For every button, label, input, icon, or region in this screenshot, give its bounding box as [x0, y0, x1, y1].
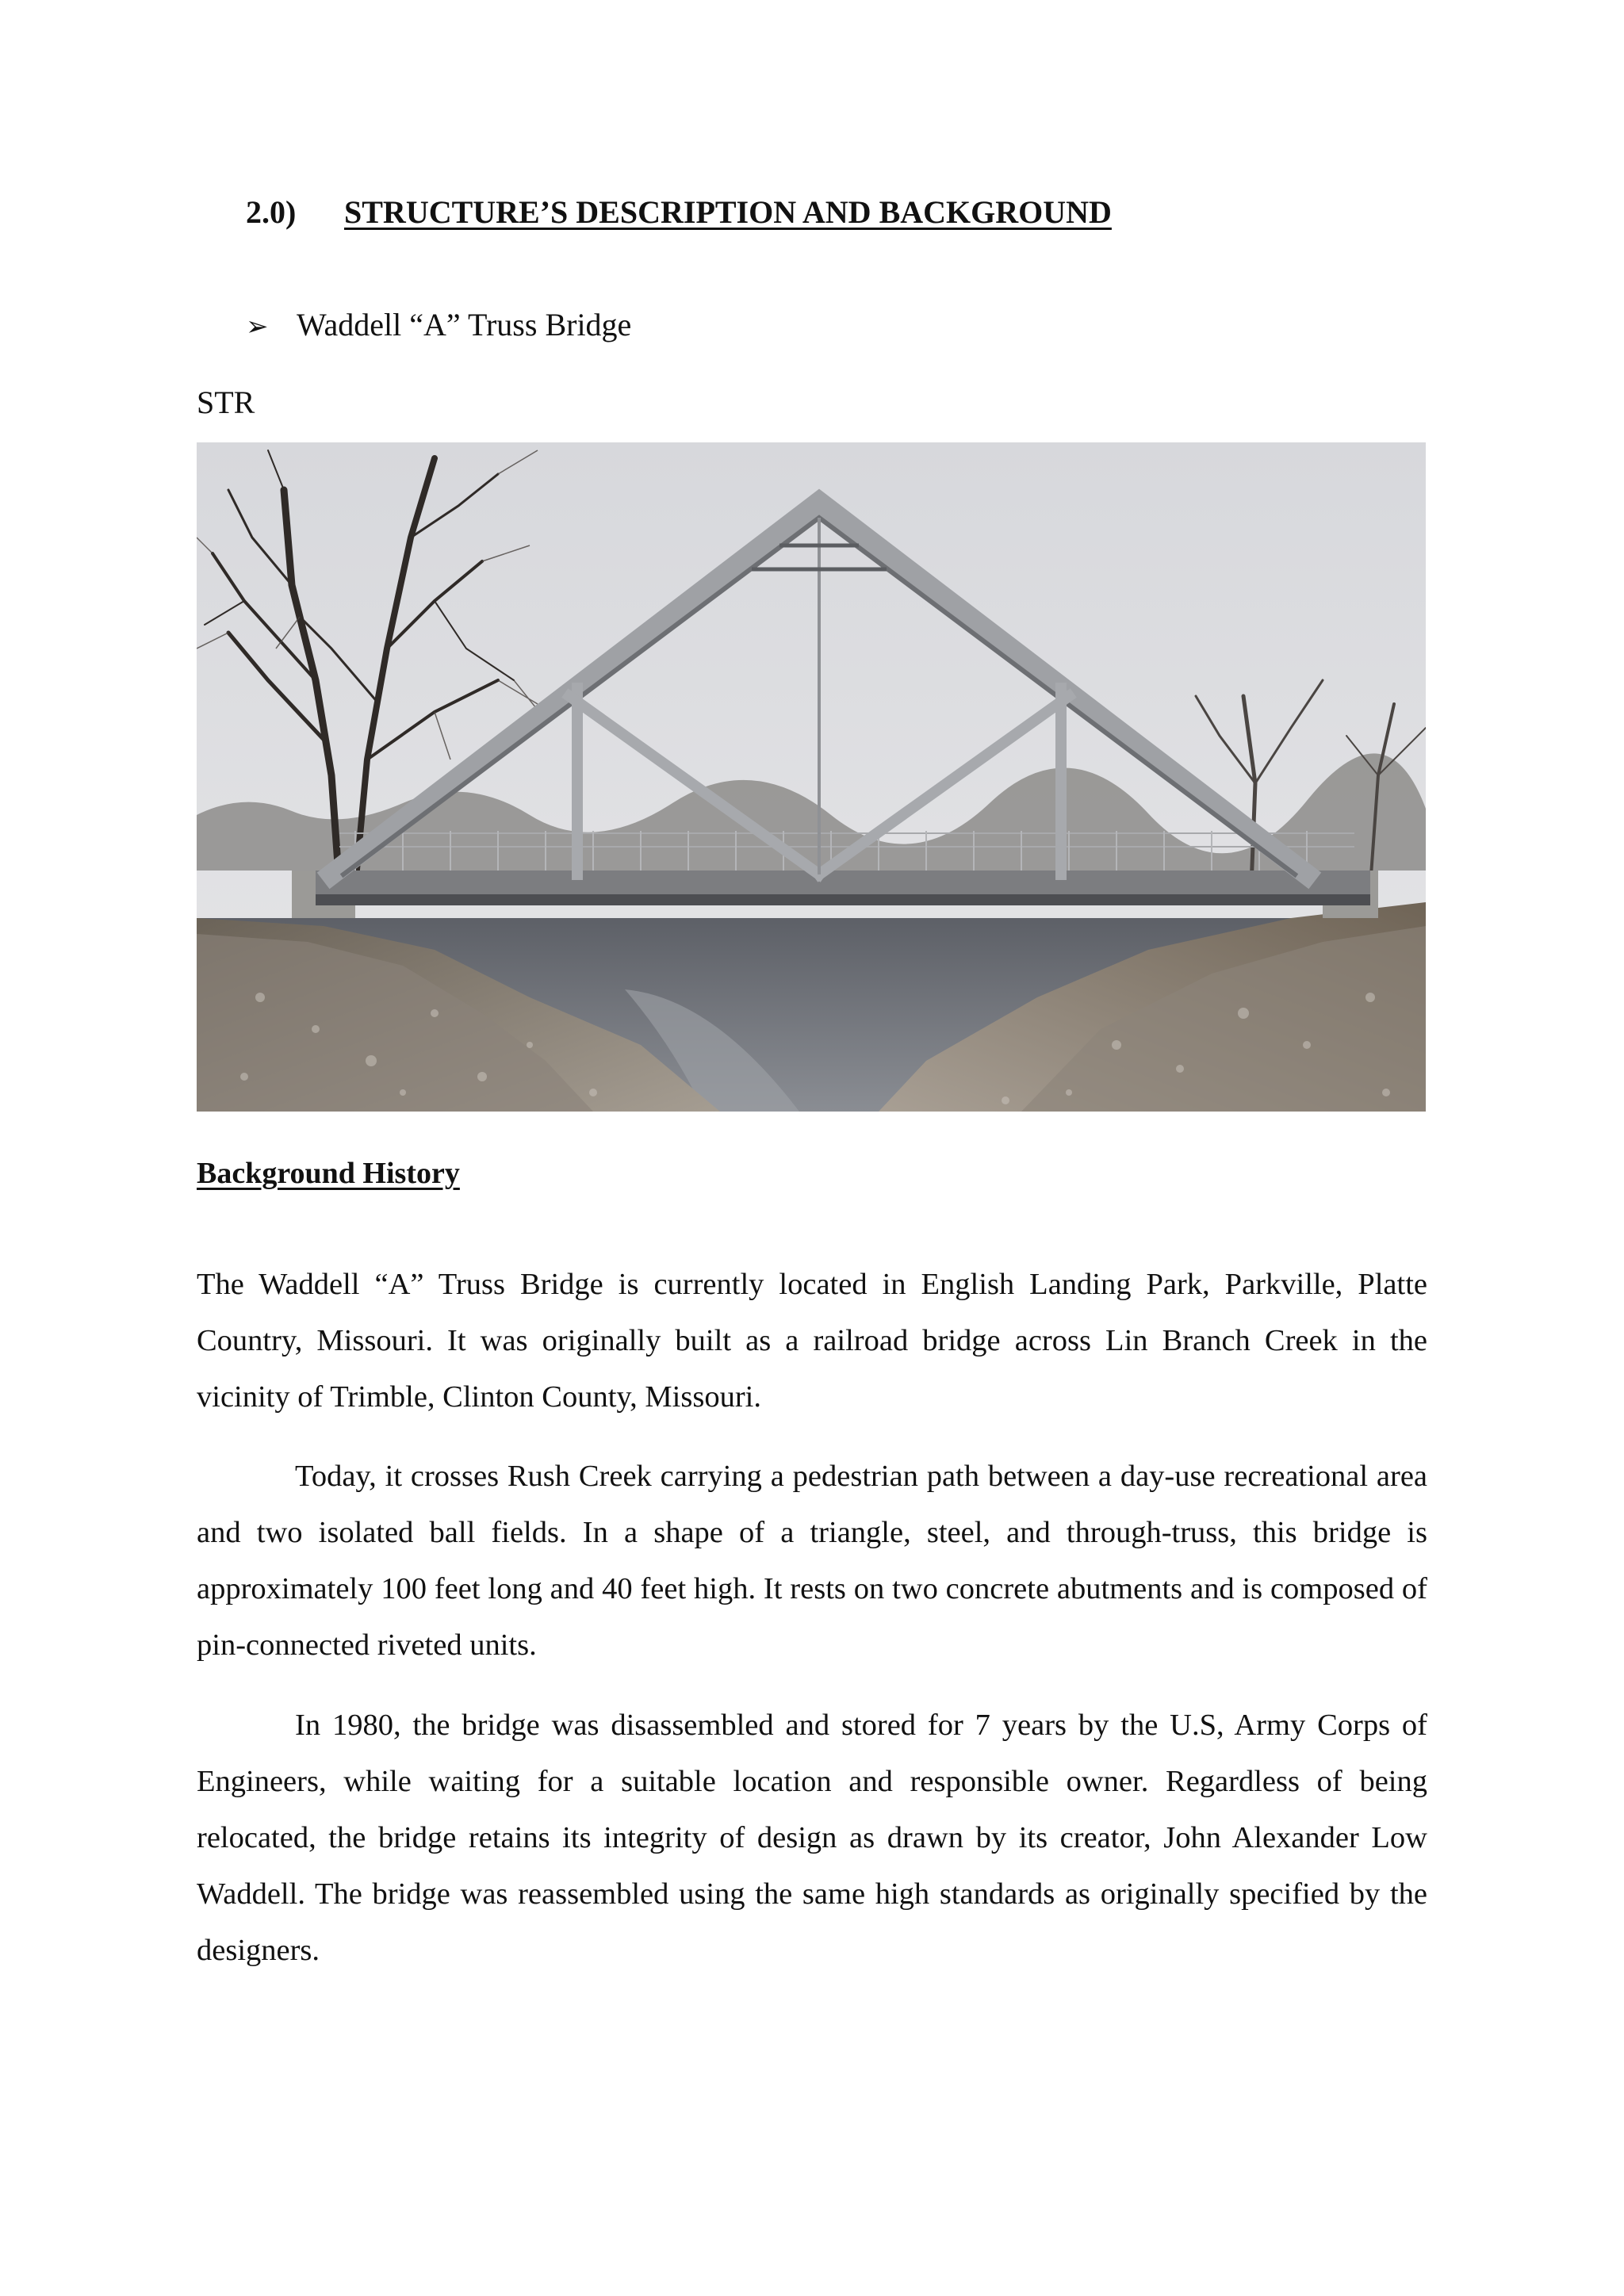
section-title: STRUCTURE’S DESCRIPTION AND BACKGROUND — [344, 194, 1112, 230]
paragraph-today: Today, it crosses Rush Creek carrying a pedestrian path between a day-use recreational area and two isolated ball fields. In a shape of a triangle, steel, and through-truss, this bridge is approximately 100 feet long and 40 feet high. It rests on two concrete abutments and is composed of pin-connected riveted units. — [197, 1459, 1427, 1662]
bridge-photo — [197, 442, 1426, 1112]
section-number: 2.0) — [246, 194, 297, 230]
paragraph-1980: In 1980, the bridge was disassembled and stored for 7 years by the U.S, Army Corps of Engineers, while waiting for a suitable location and responsible owner. Regardless of being relocated, the bridge retains its integrity of design as drawn by its creator, John Alexander Low Waddell. The bridge was reassembled using the same high standards as originally specified by the designers. — [197, 1708, 1427, 1967]
bullet-item — [246, 306, 631, 343]
str-label: STR — [197, 385, 255, 420]
background-history-heading: Background History — [197, 1157, 460, 1190]
bullet-text: Waddell “A” Truss Bridge — [297, 307, 632, 342]
paragraph-location: The Waddell “A” Truss Bridge is currently located in English Landing Park, Parkville, Platte Country, Missouri. It was originally built as a railroad bridge across Lin Branch Creek in the vicinity of Trimble, Clinton County, Missouri. — [197, 1267, 1427, 1414]
section-heading — [246, 193, 1112, 231]
arrow-bullet-icon: ➢ — [246, 311, 269, 342]
